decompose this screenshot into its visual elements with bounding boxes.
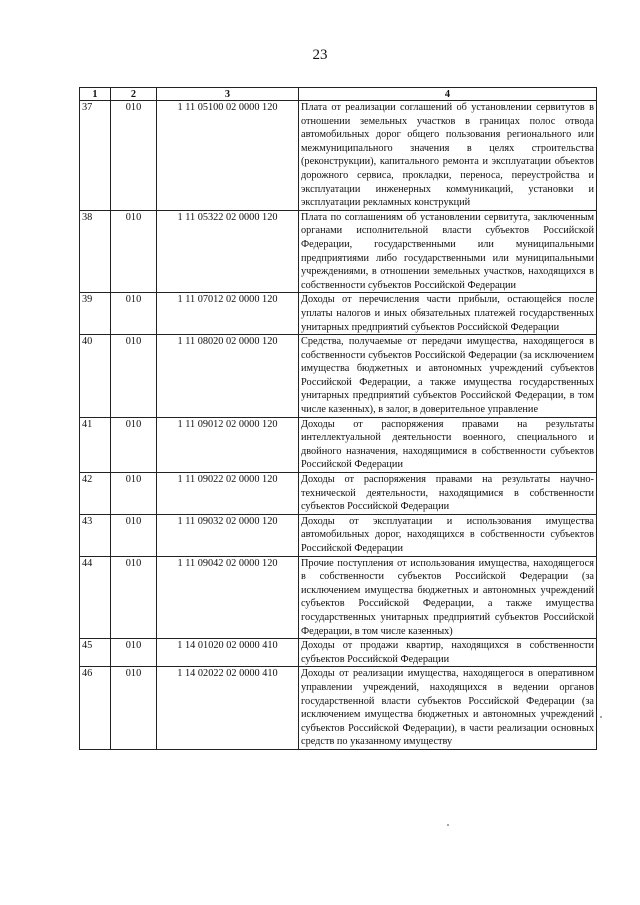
budget-code-cell: 1 11 09022 02 0000 120 xyxy=(157,473,299,515)
table-row xyxy=(80,667,597,750)
description-cell: Плата от реализации соглашений об установлении сервитутов в отношении земельных участков в границах полос отвода автомобильных дорог общего пользования регионального или межмуниципального значения в целях строительства (реконструкции), капитального ремонта и эксплуатации объектов дорожного сервиса, прокладки, переноса, переустройства и эксплуатации инженерных коммуникаций, установки и эксплуатации рекламных конструкций xyxy=(299,101,597,211)
description-cell: Доходы от реализации имущества, находящегося в оперативном управлении учреждений, находящихся в ведении органов государственной власти субъектов Российской Федерации (за исключением имущества бюджетных и автономных учреждений субъектов Российской Федерации), в части реализации основных средств по указанному имуществу xyxy=(299,667,597,750)
admin-code-cell: 010 xyxy=(111,335,157,418)
budget-code-cell: 1 11 05100 02 0000 120 xyxy=(157,101,299,211)
budget-code-cell: 1 11 09012 02 0000 120 xyxy=(157,417,299,472)
row-number-cell: 37 xyxy=(80,101,111,211)
table-row xyxy=(80,514,597,556)
admin-code-cell: 010 xyxy=(111,556,157,639)
budget-code-cell: 1 11 09042 02 0000 120 xyxy=(157,556,299,639)
row-number-cell: 39 xyxy=(80,293,111,335)
admin-code-cell: 010 xyxy=(111,667,157,750)
table-row xyxy=(80,293,597,335)
revenue-codes-table xyxy=(79,87,597,750)
budget-code-cell: 1 11 09032 02 0000 120 xyxy=(157,514,299,556)
column-header-1: 1 xyxy=(80,88,111,101)
description-cell: Доходы от перечисления части прибыли, остающейся после уплаты налогов и иных обязательных платежей государственных унитарных предприятий субъектов Российской Федерации xyxy=(299,293,597,335)
table-row xyxy=(80,556,597,639)
row-number-cell: 46 xyxy=(80,667,111,750)
table-row xyxy=(80,335,597,418)
budget-code-cell: 1 14 01020 02 0000 410 xyxy=(157,639,299,667)
row-number-cell: 38 xyxy=(80,210,111,293)
row-number-cell: 40 xyxy=(80,335,111,418)
description-cell: Доходы от продажи квартир, находящихся в собственности субъектов Российской Федерации xyxy=(299,639,597,667)
description-cell: Доходы от эксплуатации и использования имущества автомобильных дорог, находящихся в собственности субъектов Российской Федерации xyxy=(299,514,597,556)
table-row xyxy=(80,473,597,515)
admin-code-cell: 010 xyxy=(111,101,157,211)
table-row xyxy=(80,210,597,293)
budget-code-cell: 1 11 08020 02 0000 120 xyxy=(157,335,299,418)
description-cell: Доходы от распоряжения правами на результаты научно-технической деятельности, находящимися в собственности субъектов Российской Федерации xyxy=(299,473,597,515)
table-row xyxy=(80,417,597,472)
table-row xyxy=(80,639,597,667)
scan-speck xyxy=(447,824,449,826)
description-cell: Плата по соглашениям об установлении сервитута, заключенным органами исполнительной власти субъектов Российской Федерации, государственными или муниципальными предприятиями либо государственными или муниципальными учреждениями, в отношении земельных участков, находящихся в собственности субъектов Российской Федерации xyxy=(299,210,597,293)
description-cell: Доходы от распоряжения правами на результаты интеллектуальной деятельности военного, специального и двойного назначения, находящимися в собственности субъектов Российской Федерации xyxy=(299,417,597,472)
row-number-cell: 42 xyxy=(80,473,111,515)
column-header-3: 3 xyxy=(157,88,299,101)
row-number-cell: 43 xyxy=(80,514,111,556)
budget-code-cell: 1 14 02022 02 0000 410 xyxy=(157,667,299,750)
row-number-cell: 45 xyxy=(80,639,111,667)
budget-code-cell: 1 11 05322 02 0000 120 xyxy=(157,210,299,293)
admin-code-cell: 010 xyxy=(111,293,157,335)
admin-code-cell: 010 xyxy=(111,473,157,515)
column-header-2: 2 xyxy=(111,88,157,101)
description-cell: Средства, получаемые от передачи имущества, находящегося в собственности субъектов Российской Федерации (за исключением имущества бюджетных и автономных учреждений субъектов Российской Федерации, а также имущества государственных унитарных предприятий субъектов Российской Федерации, в том числе казенных), в залог, в доверительное управление xyxy=(299,335,597,418)
scan-speck xyxy=(600,716,602,718)
row-number-cell: 41 xyxy=(80,417,111,472)
admin-code-cell: 010 xyxy=(111,417,157,472)
admin-code-cell: 010 xyxy=(111,639,157,667)
column-header-4: 4 xyxy=(299,88,597,101)
row-number-cell: 44 xyxy=(80,556,111,639)
admin-code-cell: 010 xyxy=(111,210,157,293)
budget-code-cell: 1 11 07012 02 0000 120 xyxy=(157,293,299,335)
table-row xyxy=(80,101,597,211)
table-body xyxy=(80,101,597,750)
admin-code-cell: 010 xyxy=(111,514,157,556)
page-number: 23 xyxy=(312,47,328,63)
description-cell: Прочие поступления от использования имущества, находящегося в собственности субъектов Российской Федерации (за исключением имущества бюджетных и автономных учреждений субъектов Российской Федерации, а также имущества государственных унитарных предприятий субъектов Российской Федерации, в том числе казенных) xyxy=(299,556,597,639)
table-header-row xyxy=(80,88,597,101)
